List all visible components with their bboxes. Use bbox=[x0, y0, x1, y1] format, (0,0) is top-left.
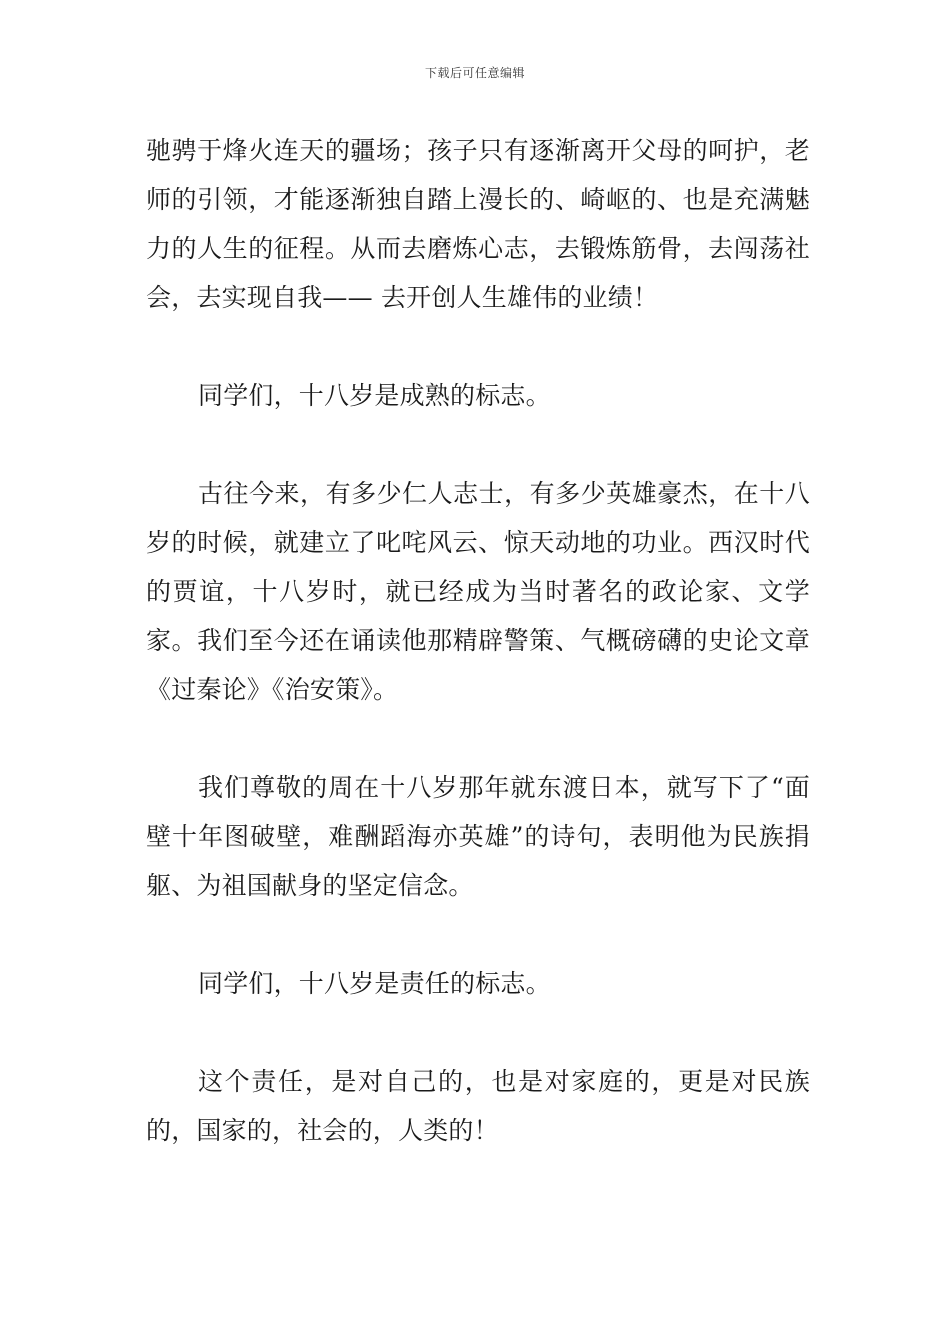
header-note: 下载后可任意编辑 bbox=[424, 66, 525, 80]
paragraph-3: 古往今来，有多少仁人志士，有多少英雄豪杰，在十八岁的时候，就建立了叱咤风云、惊天动地的功业。西汉时代的贾谊，十八岁时，就已经成为当时著名的政论家、文学家。我们至今还在诵读他那精辟警策、气概磅礴的史论文章《过秦论》《治安策》。 bbox=[146, 479, 810, 704]
paragraph-gap bbox=[146, 420, 810, 469]
paragraph-5: 同学们，十八岁是责任的标志。 bbox=[198, 969, 551, 998]
paragraph-gap bbox=[146, 714, 810, 763]
paragraph-4: 我们尊敬的周在十八岁那年就东渡日本，就写下了“面壁十年图破壁，难酬蹈海亦英雄”的诗句，表明他为民族捐躯、为祖国献身的坚定信念。 bbox=[146, 773, 810, 900]
paragraph-gap bbox=[146, 1008, 810, 1057]
paragraph-gap bbox=[146, 322, 810, 371]
document-body bbox=[146, 126, 810, 1155]
paragraph-2: 同学们，十八岁是成熟的标志。 bbox=[198, 381, 551, 410]
paragraph-gap bbox=[146, 910, 810, 959]
paragraph-6: 这个责任，是对自己的，也是对家庭的，更是对民族的，国家的，社会的，人类的！ bbox=[146, 1067, 810, 1145]
paragraph-1: 驰骋于烽火连天的疆场；孩子只有逐渐离开父母的呵护，老师的引领，才能逐渐独自踏上漫长的、崎岖的、也是充满魅力的人生的征程。从而去磨炼心志，去锻炼筋骨，去闯荡社会，去实现自我—— 去开创人生雄伟的业绩！ bbox=[146, 136, 810, 312]
